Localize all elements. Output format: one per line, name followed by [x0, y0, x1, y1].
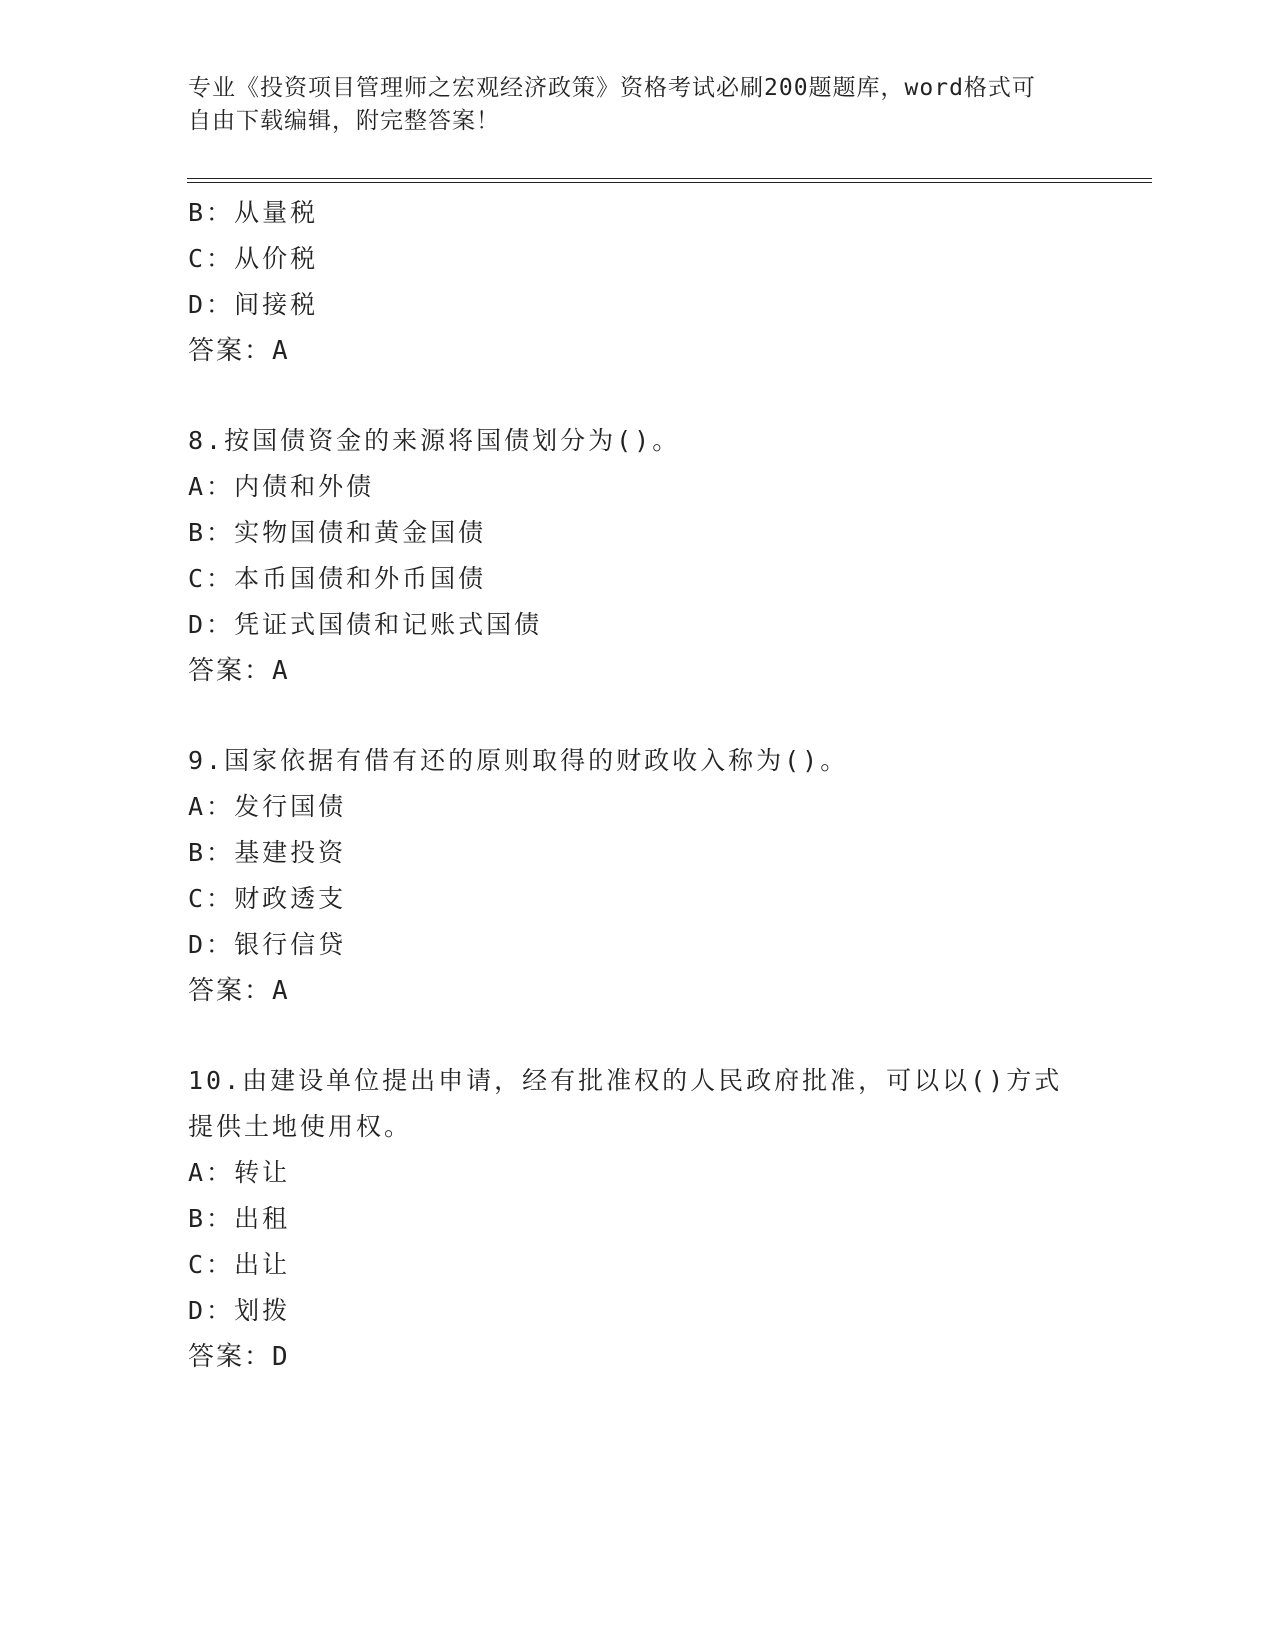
header-line-1: 专业《投资项目管理师之宏观经济政策》资格考试必刷200题题库，word格式可 [188, 75, 1036, 101]
question-9 [188, 738, 1088, 1014]
option-b [188, 830, 1088, 876]
answer-line: 答案：A [188, 976, 290, 1006]
spacer [188, 694, 1088, 738]
option-key: D： [188, 610, 235, 639]
answer-line: 答案：A [188, 336, 290, 366]
option-key: D： [188, 290, 235, 319]
option-c [188, 876, 1088, 922]
question-stem: 9.国家依据有借有还的原则取得的财政收入称为()。 [188, 746, 849, 775]
option-text: 基建投资 [234, 838, 347, 867]
header-line-2: 自由下载编辑，附完整答案！ [188, 108, 500, 134]
option-key: A： [188, 1158, 235, 1187]
option-text: 财政透支 [234, 884, 347, 913]
answer-line: 答案：A [188, 656, 290, 686]
header-divider-bottom [187, 182, 1152, 183]
document-header [188, 72, 1088, 138]
option-text: 从价税 [234, 244, 319, 273]
option-c [188, 236, 1088, 282]
option-text: 转让 [234, 1158, 291, 1187]
question-stem-line-2: 提供土地使用权。 [188, 1112, 413, 1141]
option-text: 划拨 [234, 1296, 291, 1325]
option-text: 本币国债和外币国债 [234, 564, 487, 593]
option-d [188, 282, 1088, 328]
option-key: C： [188, 1250, 235, 1279]
option-key: A： [188, 472, 235, 501]
option-c [188, 556, 1088, 602]
option-text: 凭证式国债和记账式国债 [234, 610, 543, 639]
option-key: C： [188, 884, 235, 913]
question-stem-line-1: 10.由建设单位提出申请，经有批准权的人民政府批准，可以以()方式 [188, 1066, 1063, 1095]
option-text: 银行信贷 [234, 930, 347, 959]
option-text: 间接税 [234, 290, 319, 319]
option-key: B： [188, 198, 235, 227]
question-10 [188, 1058, 1088, 1380]
option-key: D： [188, 1296, 235, 1325]
option-c [188, 1242, 1088, 1288]
option-text: 从量税 [234, 198, 319, 227]
option-text: 发行国债 [234, 792, 347, 821]
option-a [188, 784, 1088, 830]
option-key: D： [188, 930, 235, 959]
option-key: C： [188, 564, 235, 593]
option-key: C： [188, 244, 235, 273]
spacer [188, 1014, 1088, 1058]
document-body [188, 190, 1088, 1380]
option-d [188, 602, 1088, 648]
option-text: 出租 [234, 1204, 291, 1233]
question-7-continued [188, 190, 1088, 374]
option-text: 实物国债和黄金国债 [234, 518, 487, 547]
option-a [188, 464, 1088, 510]
option-key: B： [188, 838, 235, 867]
option-key: A： [188, 792, 235, 821]
option-text: 内债和外债 [234, 472, 375, 501]
option-d [188, 922, 1088, 968]
option-b [188, 510, 1088, 556]
option-b [188, 190, 1088, 236]
header-divider-top [187, 178, 1152, 179]
option-key: B： [188, 1204, 235, 1233]
question-stem: 8.按国债资金的来源将国债划分为()。 [188, 426, 681, 455]
option-text: 出让 [234, 1250, 291, 1279]
question-8 [188, 418, 1088, 694]
spacer [188, 374, 1088, 418]
option-d [188, 1288, 1088, 1334]
option-a [188, 1150, 1088, 1196]
answer-line: 答案：D [188, 1342, 290, 1372]
option-key: B： [188, 518, 235, 547]
option-b [188, 1196, 1088, 1242]
